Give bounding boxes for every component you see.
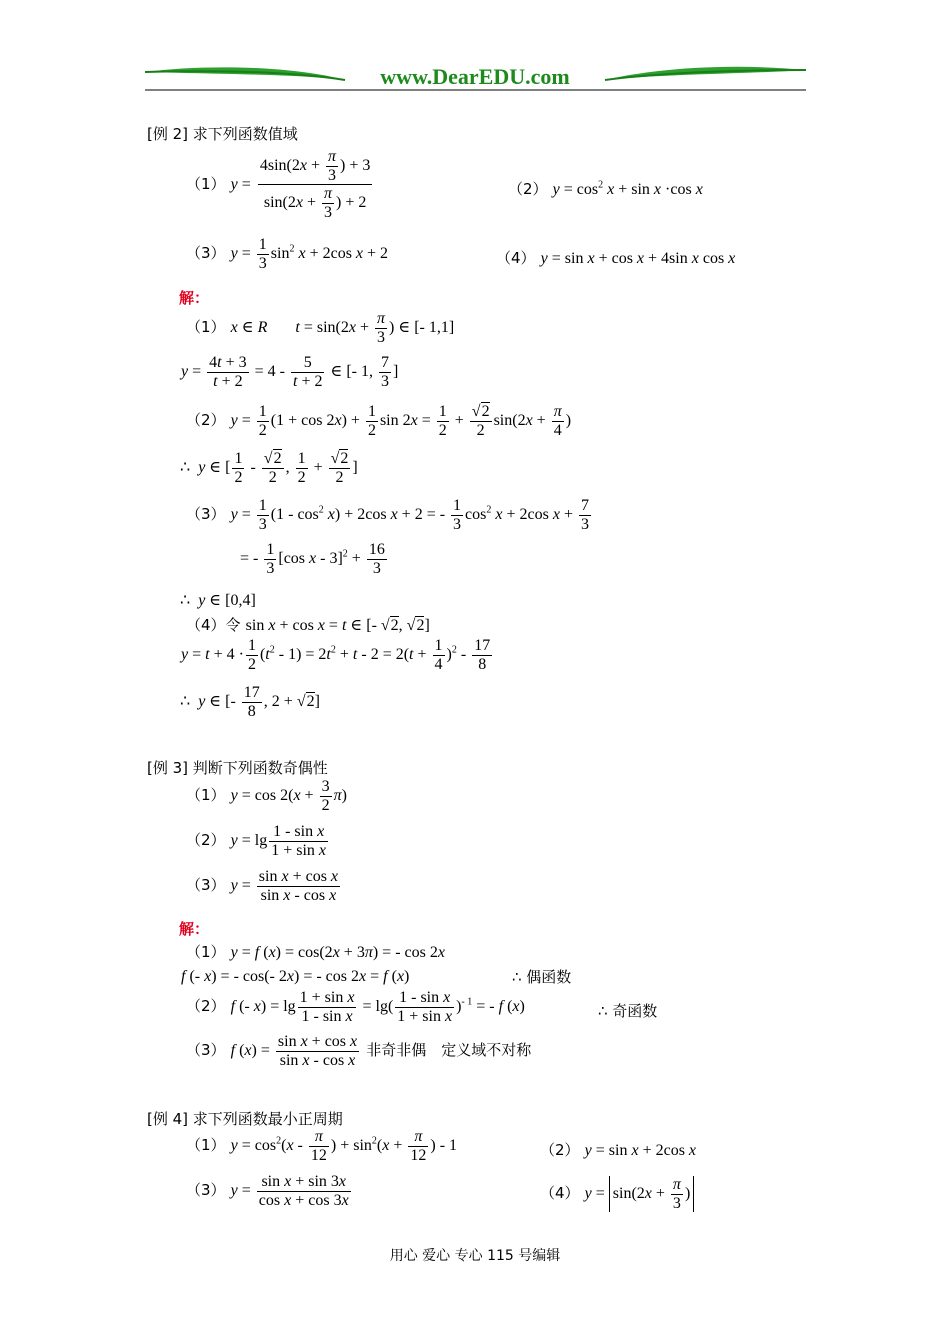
ex2-problem-4: （4） y = sin x + cos x + 4sin x cos x [496, 249, 736, 267]
left-swoosh-decoration [145, 67, 345, 80]
ex4-problem-2: （2） y = sin x + 2cos x [540, 1141, 697, 1159]
example-2-title: [例 2] 求下列函数值域 [147, 125, 298, 143]
ex2-solution-4c: ∴ y ∈ [- $\frac{17}{8}$ , 2 + √2] [180, 684, 320, 720]
page-footer: 用心 爱心 专心 115 号编辑 [389, 1248, 561, 1264]
ex2-solution-1b: y = $\frac{4t + 3}{t + 2}$ = 4 - $\frac{5}{t + 2}$ ∈ [- 1, $\frac{7}{3}$ ] [181, 354, 399, 390]
ex2-solution-1a: （1） x ∈ R t = sin(2x + $\frac{\pi}{3}$ ) ∈ [- 1,1] [186, 310, 455, 346]
ex4-problem-1: （1） $y = \cos^2(x$ - $\frac{\pi}{12}$ ) + $\sin^2(x$ + $\frac{\pi}{12}$ ) - 1 [186, 1128, 458, 1164]
ex3-solution-1a: （1） y = f (x) = cos(2x + 3π) = - cos 2x [186, 943, 445, 961]
example-4-title: [例 4] 求下列函数最小正周期 [147, 1110, 343, 1128]
ex2-solution-3c: ∴ y ∈ [0,4] [180, 592, 256, 609]
ex3-solution-1b: f (- x) = - cos(- 2x) = - cos 2x = f (x) [181, 968, 410, 985]
ex3-even-conclusion: ∴ 偶函数 [512, 968, 572, 986]
ex2-solution-3a: （3） y = $\frac{1}{3}$ $(1 - \cos^2 x) + 2\cos$ x + 2 = - $\frac{1}{3}$ $\cos^2 x + 2\cos$ x + $\frac{7}{3}$ [186, 497, 589, 533]
right-swoosh-decoration [605, 67, 806, 80]
ex2-problem-3: （3） y = $\frac{1}{3}$ $\sin^2 x + 2\cos$ x + 2 [186, 236, 389, 272]
ex4-problem-3: （3） y = $\frac{\text{sin x + sin 3x}}{\text{cos x + cos 3x}}$ [186, 1173, 349, 1209]
header-banner [145, 62, 806, 92]
site-logo-text: www.DearEDU.com [380, 64, 570, 89]
ex2-problem-2: （2） $y = \cos^2 x + \sin x \cdot\cos$ x [508, 179, 703, 198]
ex2-solution-4a: （4）令 sin x + cos x = t ∈ [- √2, √2] [186, 616, 430, 634]
ex3-solution-2: （2） f (- x) = lg $\frac{\text{1 + sin x}}{\text{1 - sin x}}$ = lg( $\frac{\text{1 - sin x}}{\text{1 + sin x}}$ )$^{- 1}$ = - f (x) [186, 989, 525, 1025]
ex4-problem-4: （4） y = sin(2x + $\frac{\pi}{3}$ ) [540, 1176, 694, 1212]
example-3-title: [例 3] 判断下列函数奇偶性 [147, 759, 328, 777]
ex2-solution-label: 解： [179, 289, 210, 307]
ex3-problem-2: （2） y = lg $\frac{\text{1 - sin x}}{\text{1 + sin x}}$ [186, 823, 327, 859]
ex3-odd-conclusion: ∴ 奇函数 [598, 1002, 658, 1020]
ex2-solution-2b: ∴ y ∈ [ $\frac{1}{2}$ - $\frac{√2}{2}$ , $\frac{1}{2}$ + $\frac{√2}{2}$ ] [180, 450, 358, 486]
ex2-solution-4b: y = t + 4 · $\frac{1}{2}$ $(t^2 - 1) = 2t^2 + t - 2 = 2(t$ + $\frac{1}{4}$ )$^2$ - $\frac{17}{8}$ [181, 637, 491, 673]
ex2-solution-3b: = - $\frac{1}{3}$ [cos x - 3]$^2$ + $\frac{16}{3}$ [240, 541, 385, 577]
ex3-problem-3: （3） y = $\frac{\text{sin x + cos x}}{\text{sin x - cos x}}$ [186, 868, 339, 904]
ex2-problem-1: （1） y = 4sin(2x + $\frac{\pi}{3}$ ) + 3 sin(2x + $\frac{\pi}{3}$ ) + 2 [186, 148, 371, 221]
ex2-solution-2a: （2） y = $\frac{1}{2}$ (1 + cos 2x) + $\frac{1}{2}$ sin 2x = $\frac{1}{2}$ + $\frac{√2}{2}$ sin(2x + $\frac{\pi}{4}$ ) [186, 403, 572, 439]
ex3-solution-label: 解： [179, 920, 210, 938]
ex3-problem-1: （1） y = cos 2(x + $\frac{3}{2}$ π) [186, 778, 347, 814]
ex3-solution-3: （3） f (x) = $\frac{\text{sin x + cos x}}{\text{sin x - cos x}}$ 非奇非偶 定义域不对称 [186, 1033, 532, 1069]
